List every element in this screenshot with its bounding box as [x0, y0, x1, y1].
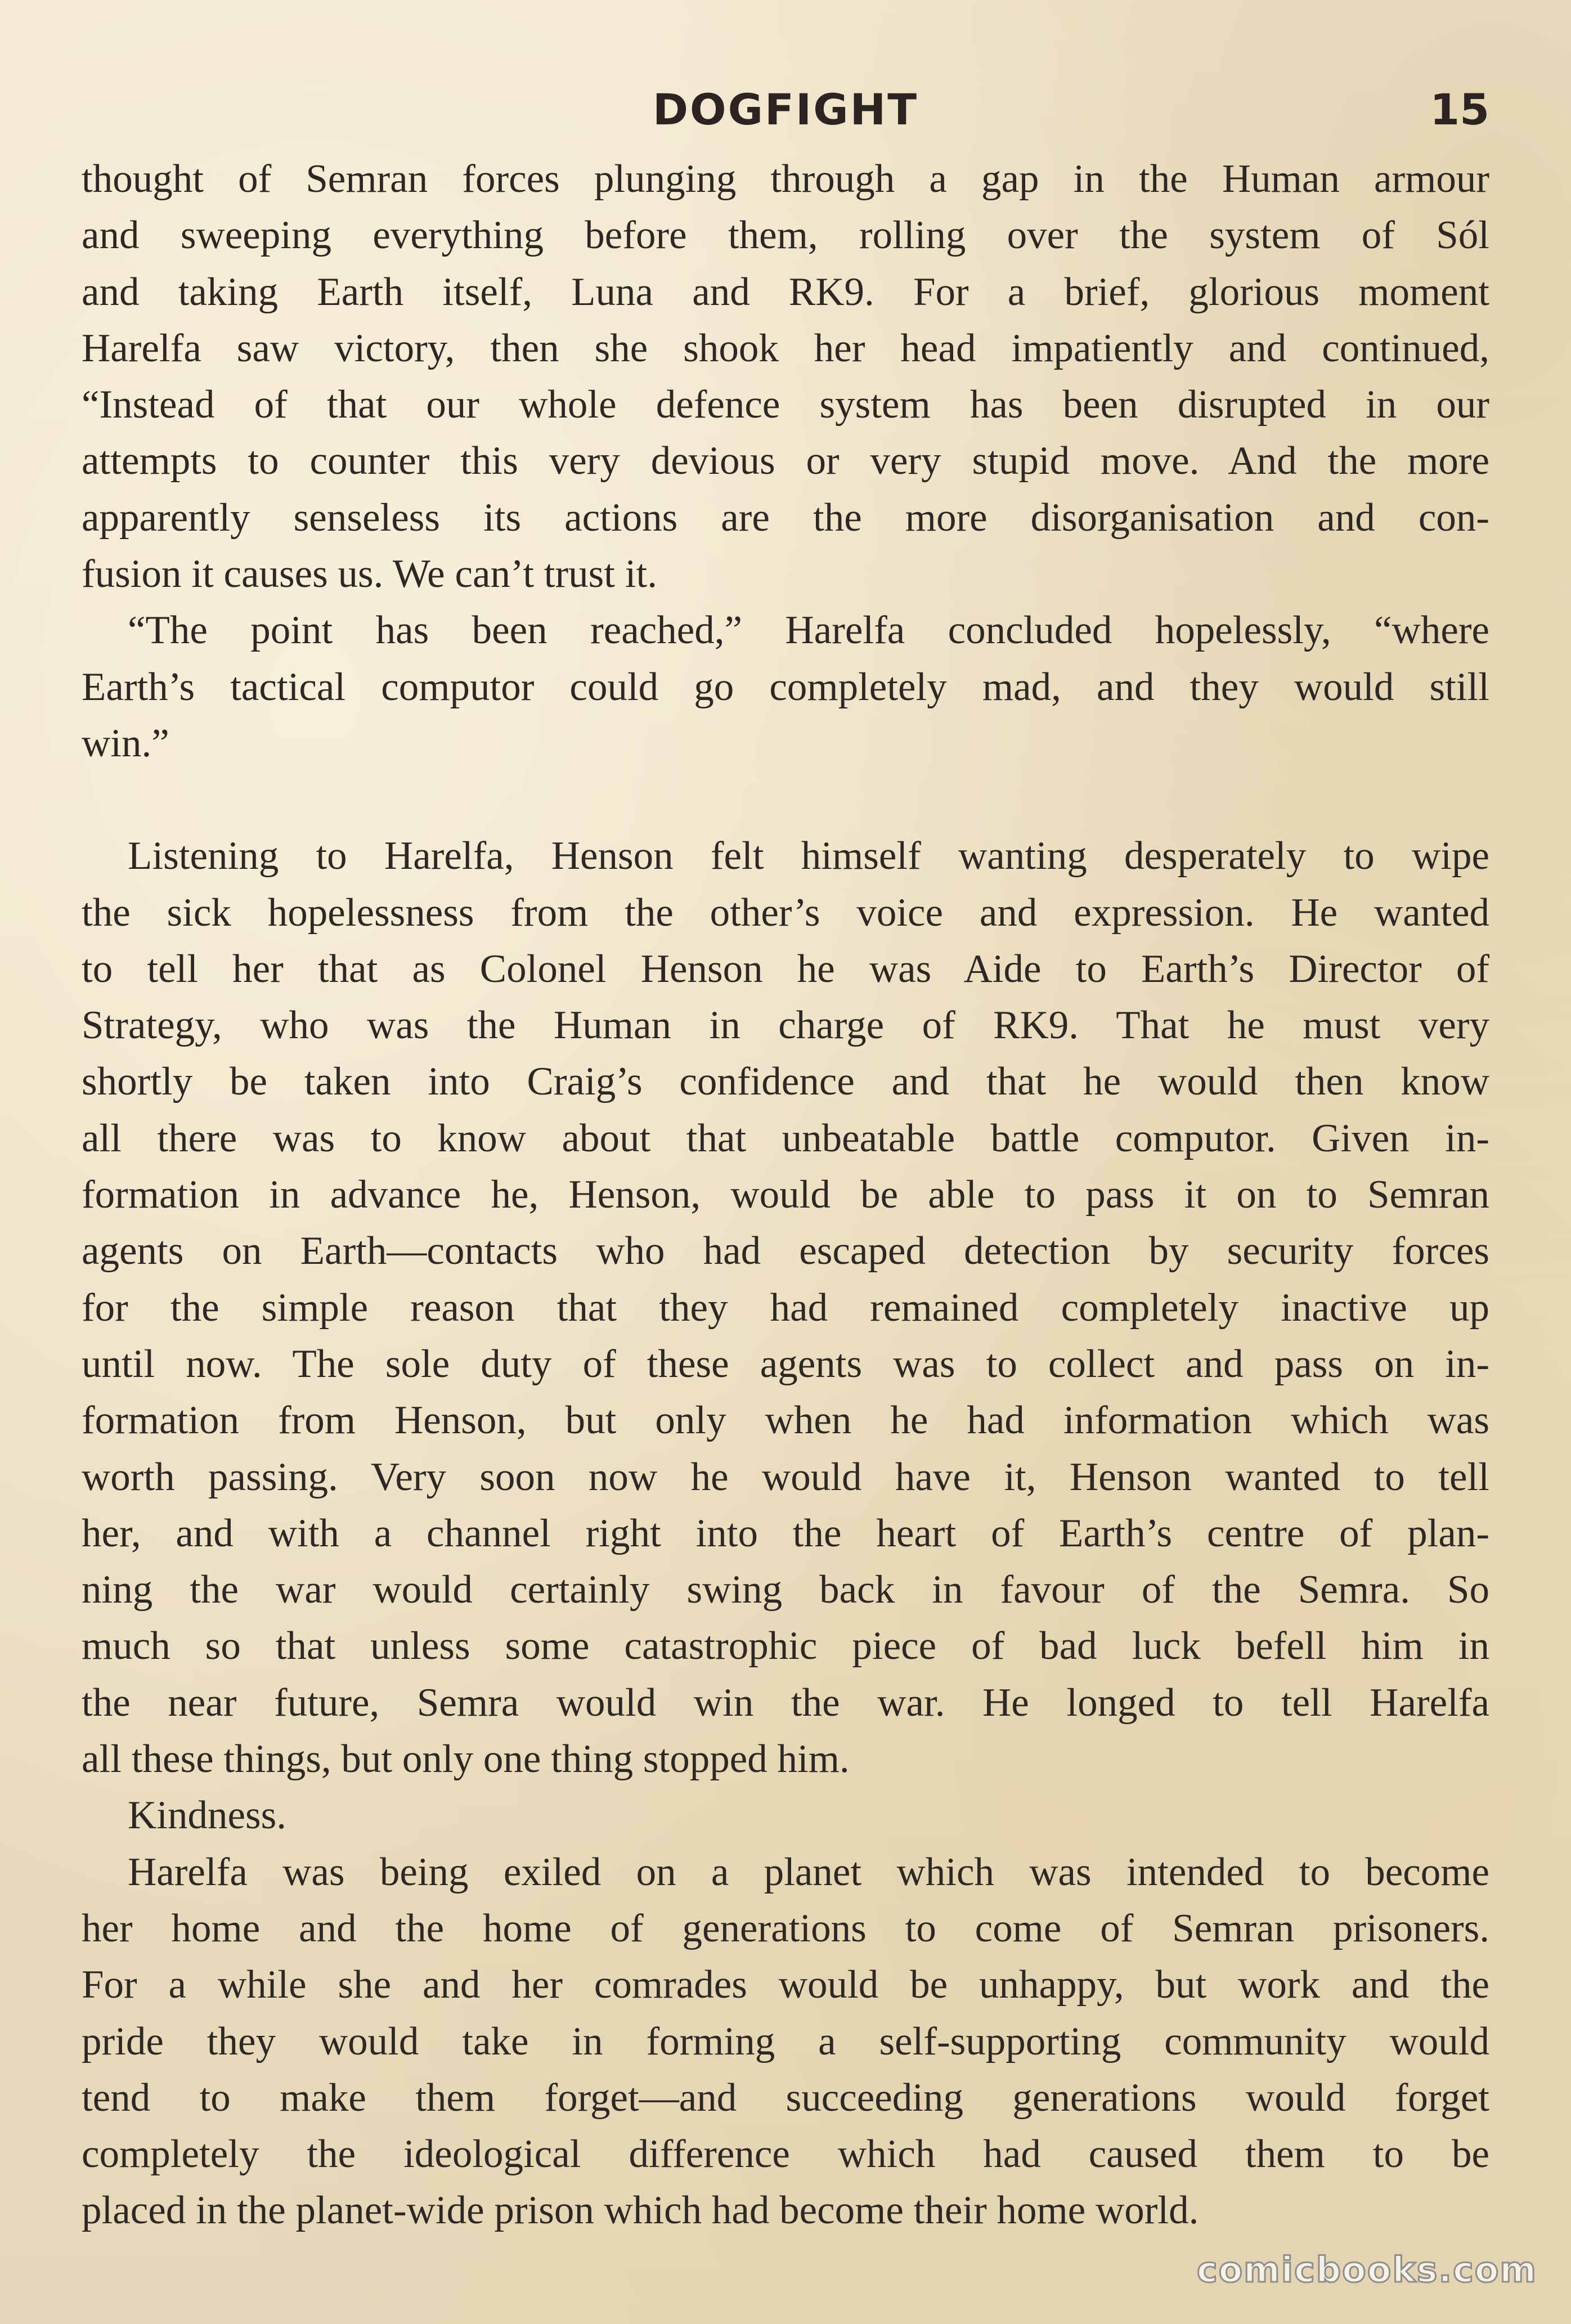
text-line: fusion it causes us. We can’t trust it. — [82, 552, 657, 596]
text-line: Harelfa saw victory, then she shook her head impatiently and continued, — [82, 326, 1489, 370]
text-line: and sweeping everything before them, rolling over the system of Sól — [82, 213, 1489, 258]
text-line: For a while she and her comrades would be unhappy, but work and the — [82, 1963, 1489, 2007]
body-text — [82, 151, 1489, 2239]
text-line: agents on Earth—contacts who had escaped detection by security forces — [82, 1229, 1489, 1273]
text-line: thought of Semran forces plunging through a gap in the Human armour — [82, 157, 1489, 201]
watermark-logo: comicbooks.com — [1196, 2249, 1537, 2290]
text-line: placed in the planet-wide prison which had become their home world. — [82, 2188, 1199, 2233]
text-line: tend to make them forget—and succeeding generations would forget — [82, 2075, 1489, 2120]
paragraph — [82, 151, 1489, 602]
text-line: all there was to know about that unbeatable battle computor. Given in- — [82, 1116, 1489, 1160]
text-line: formation from Henson, but only when he had information which was — [82, 1398, 1489, 1443]
text-line: her, and with a channel right into the heart of Earth’s centre of plan- — [82, 1511, 1489, 1555]
text-line: win.” — [82, 721, 169, 765]
paragraph-gap — [82, 771, 1489, 828]
text-line: much so that unless some catastrophic piece of bad luck befell him in — [82, 1624, 1489, 1668]
text-line: “The point has been reached,” Harelfa concluded hopelessly, “where — [128, 608, 1489, 653]
text-line: for the simple reason that they had remained completely inactive up — [82, 1285, 1489, 1330]
text-line: Kindness. — [128, 1793, 287, 1838]
text-line: all these things, but only one thing stopped him. — [82, 1737, 850, 1782]
running-title: DOGFIGHT — [652, 84, 919, 134]
text-line: Strategy, who was the Human in charge of RK9. That he must very — [82, 1003, 1489, 1048]
text-line: Harelfa was being exiled on a planet which was intended to become — [128, 1850, 1489, 1894]
text-line: shortly be taken into Craig’s confidence and that he would then know — [82, 1060, 1489, 1104]
text-line: Listening to Harelfa, Henson felt himself wanting desperately to wipe — [128, 834, 1489, 878]
text-line: worth passing. Very soon now he would have it, Henson wanted to tell — [82, 1455, 1489, 1499]
text-line: ning the war would certainly swing back in favour of the Semra. So — [82, 1568, 1489, 1612]
text-line: apparently senseless its actions are the more disorganisation and con- — [82, 495, 1489, 540]
paragraph — [82, 828, 1489, 1787]
page-number: 15 — [1430, 84, 1489, 134]
text-line: formation in advance he, Henson, would be able to pass it on to Semran — [82, 1173, 1489, 1217]
text-line: the near future, Semra would win the war. He longed to tell Harelfa — [82, 1680, 1489, 1725]
text-line: Earth’s tactical computor could go completely mad, and they would still — [82, 665, 1489, 709]
paragraph — [82, 602, 1489, 771]
text-line: pride they would take in forming a self-supporting community would — [82, 2019, 1489, 2063]
paragraph — [82, 1844, 1489, 2239]
paragraph — [82, 1787, 1489, 1843]
text-line: to tell her that as Colonel Henson he was Aide to Earth’s Director of — [82, 946, 1489, 991]
text-line: until now. The sole duty of these agents was to collect and pass on in- — [82, 1342, 1489, 1386]
text-line: completely the ideological difference which had caused them to be — [82, 2132, 1489, 2177]
text-line: and taking Earth itself, Luna and RK9. For a brief, glorious moment — [82, 270, 1489, 314]
text-line: attempts to counter this very devious or very stupid move. And the more — [82, 439, 1489, 483]
text-line: “Instead of that our whole defence system has been disrupted in our — [82, 383, 1489, 427]
text-line: her home and the home of generations to come of Semran prisoners. — [82, 1906, 1489, 1950]
text-line: the sick hopelessness from the other’s voice and expression. He wanted — [82, 890, 1489, 935]
page-header — [82, 79, 1489, 141]
